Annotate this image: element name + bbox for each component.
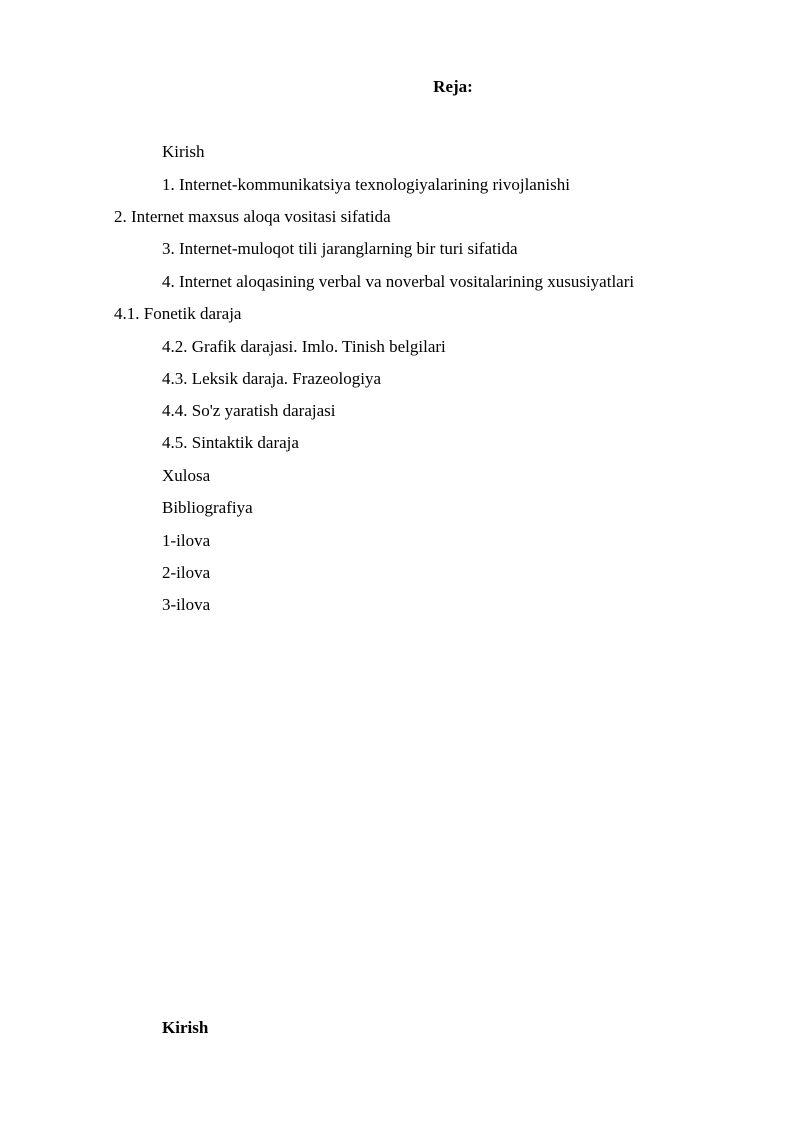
toc-item-introduction: Kirish: [162, 142, 205, 161]
plan-heading: Reja:: [433, 77, 473, 96]
toc-item-4: 4. Internet aloqasining verbal va noverbal vositalarining xususiyatlari: [162, 272, 635, 291]
toc-item-appendix-2: 2-ilova: [162, 563, 211, 582]
toc-item-3: 3. Internet-muloqot tili jaranglarning bir turi sifatida: [162, 239, 518, 258]
toc-item-conclusion: Xulosa: [162, 466, 211, 485]
toc-item-appendix-3: 3-ilova: [162, 595, 211, 614]
toc-item-4-3: 4.3. Leksik daraja. Frazeologiya: [162, 369, 382, 388]
toc-item-4-1: 4.1. Fonetik daraja: [114, 304, 242, 323]
toc-item-4-4: 4.4. So'z yaratish darajasi: [162, 401, 336, 420]
section-title-introduction: Kirish: [162, 1018, 209, 1037]
toc-item-1: 1. Internet-kommunikatsiya texnologiyalarining rivojlanishi: [162, 175, 570, 194]
toc-item-2: 2. Internet maxsus aloqa vositasi sifatida: [114, 207, 391, 226]
toc-item-bibliography: Bibliografiya: [162, 498, 253, 517]
toc-item-4-5: 4.5. Sintaktik daraja: [162, 433, 299, 452]
toc-item-4-2: 4.2. Grafik darajasi. Imlo. Tinish belgilari: [162, 337, 446, 356]
toc-item-appendix-1: 1-ilova: [162, 531, 211, 550]
